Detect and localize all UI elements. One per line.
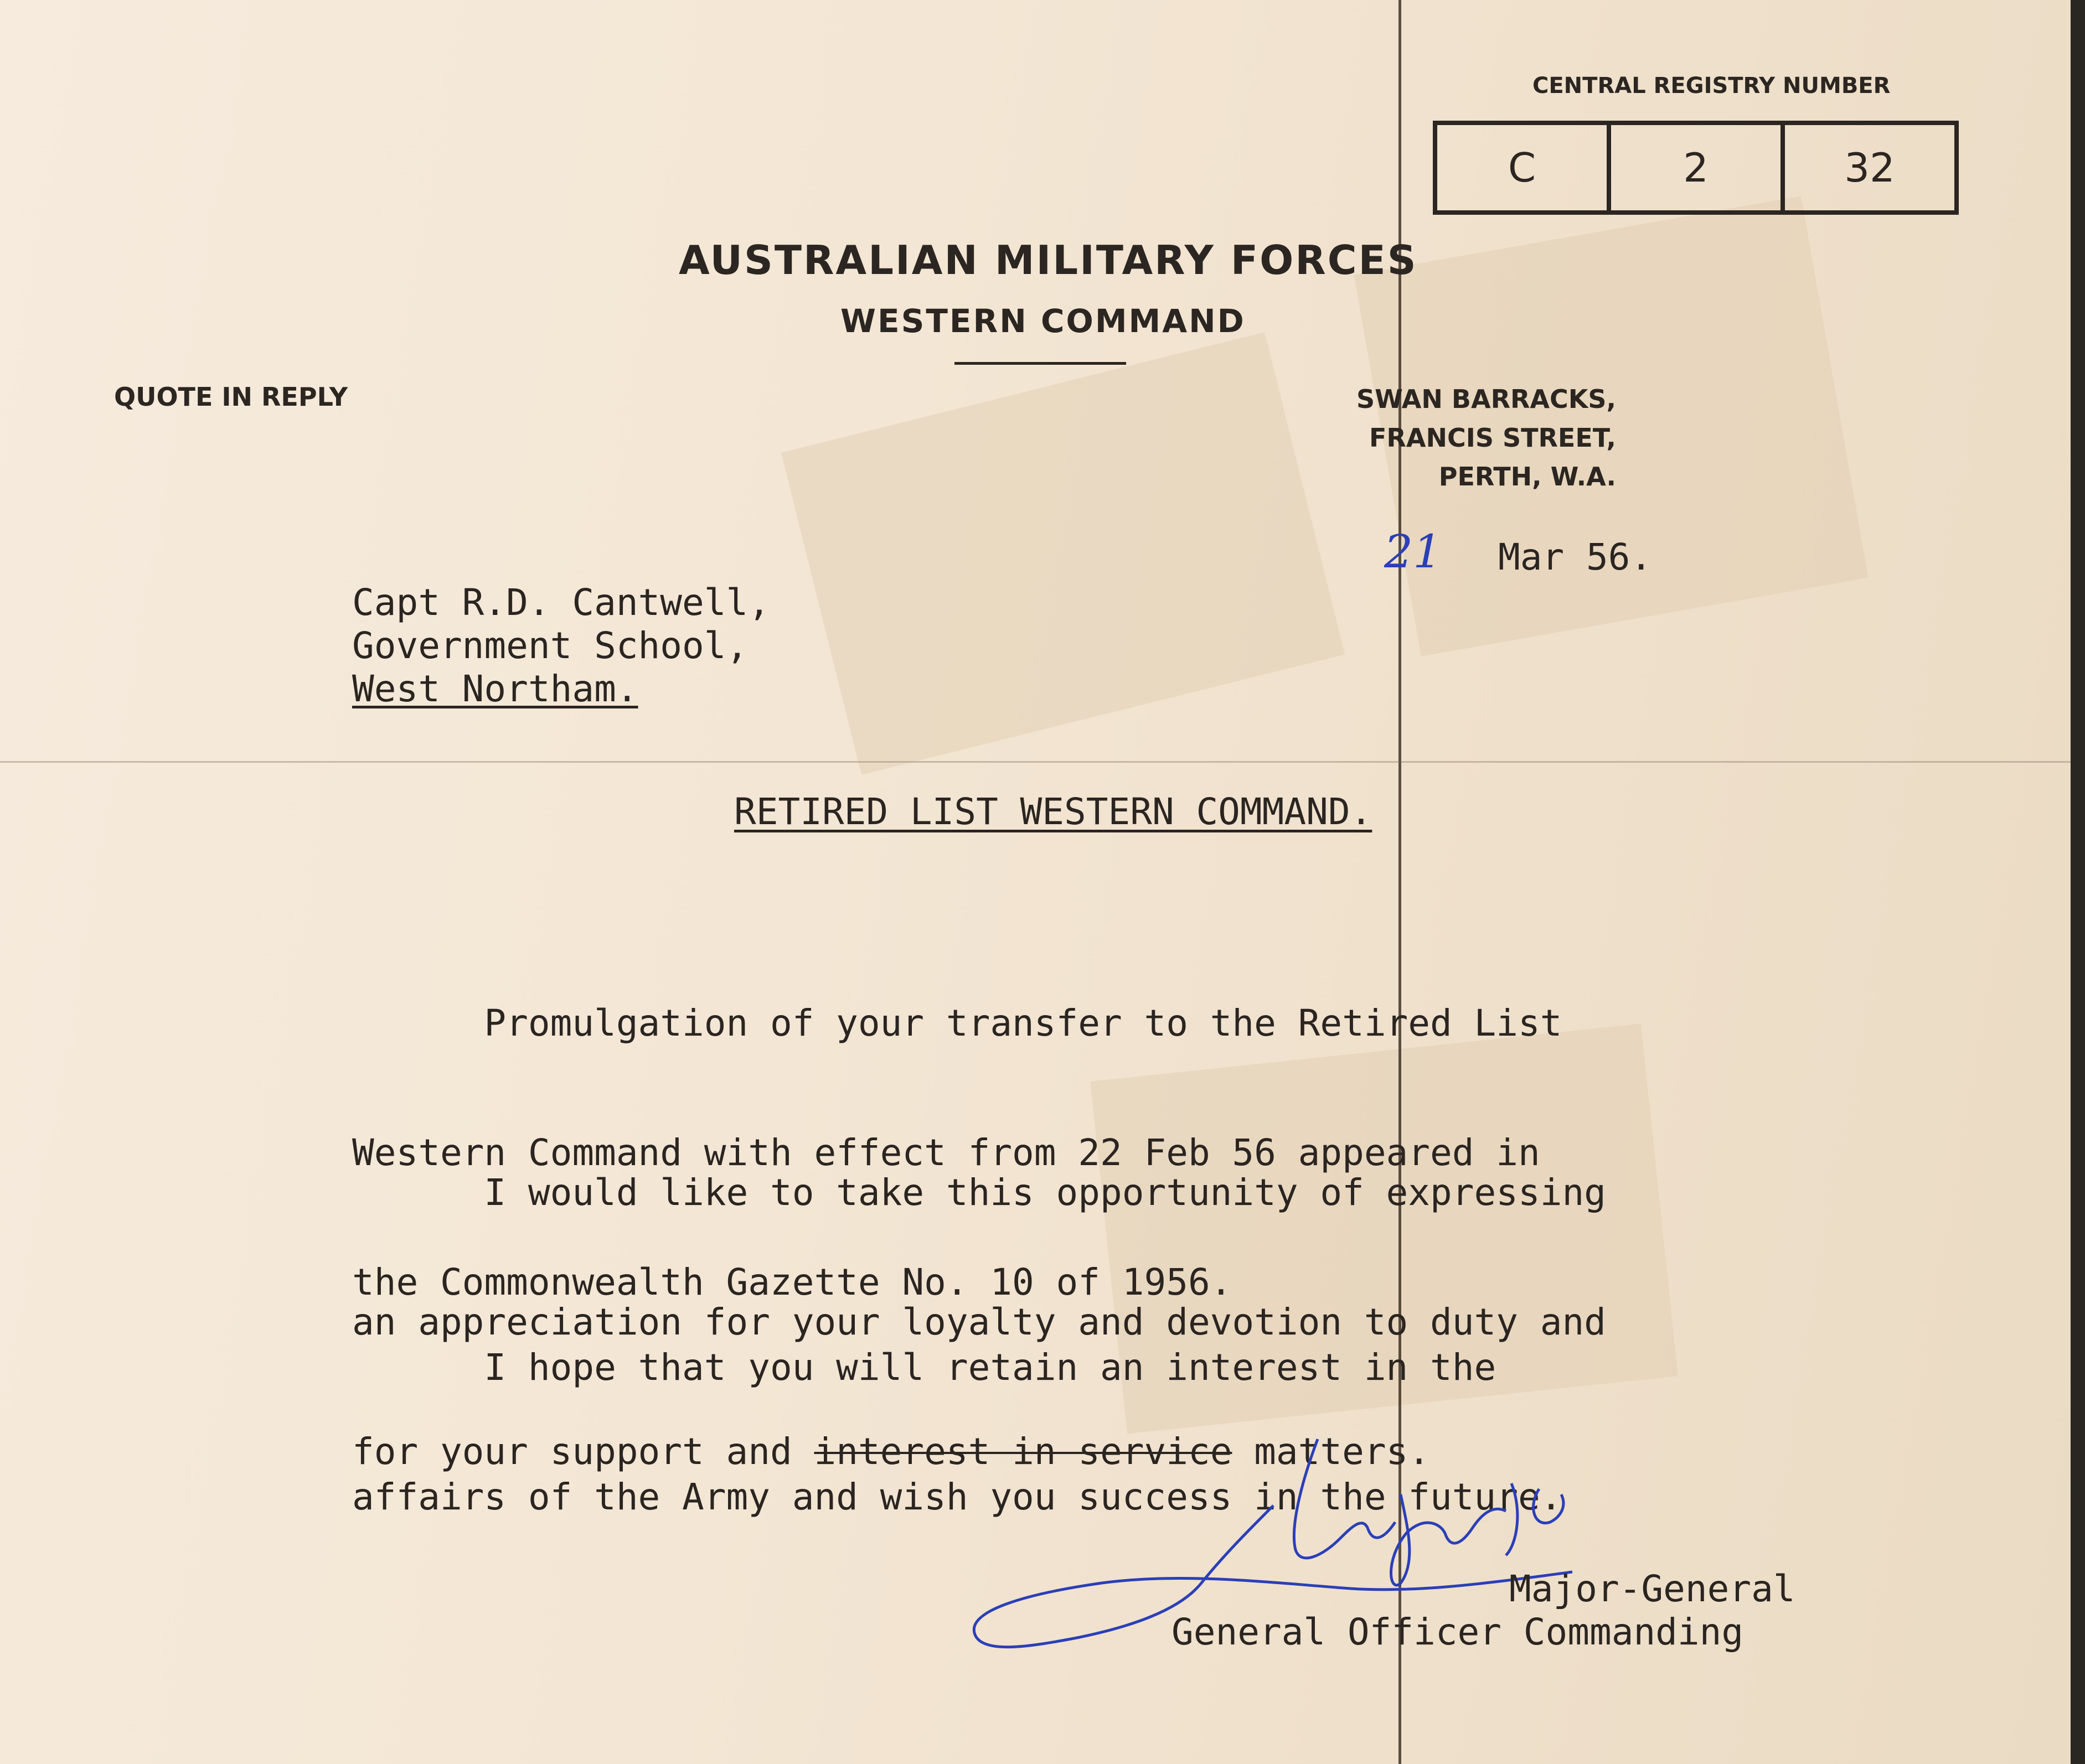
command-title: WESTERN COMMAND bbox=[840, 302, 1246, 340]
recipient-address bbox=[352, 581, 770, 711]
body-line: Western Command with effect from 22 Feb 56 appeared in bbox=[352, 1131, 1540, 1174]
registry-cell: 2 bbox=[1607, 125, 1780, 210]
body-line: I hope that you will retain an interest in the bbox=[352, 1346, 1496, 1389]
recipient-line: West Northam. bbox=[352, 668, 638, 710]
struck-text: interest in service bbox=[814, 1430, 1232, 1473]
date-day-handwritten: 21 bbox=[1384, 526, 1442, 578]
body-line: affairs of the Army and wish you success in the future. bbox=[352, 1476, 1562, 1518]
body-line: an appreciation for your loyalty and devotion to duty and bbox=[352, 1301, 1606, 1343]
fold-crease-horizontal bbox=[0, 761, 2071, 763]
body-text: matters. bbox=[1232, 1430, 1431, 1473]
signatory-title: General Officer Commanding bbox=[1171, 1611, 1744, 1653]
body-line: the Commonwealth Gazette No. 10 of 1956. bbox=[352, 1261, 1232, 1303]
body-text: for your support and bbox=[352, 1430, 814, 1473]
quote-in-reply: QUOTE IN REPLY bbox=[114, 382, 348, 412]
address-line: PERTH, W.A. bbox=[1438, 462, 1617, 492]
date-month-year: Mar 56. bbox=[1498, 536, 1653, 578]
registry-cell: C bbox=[1508, 144, 1536, 191]
organization-title: AUSTRALIAN MILITARY FORCES bbox=[679, 237, 1418, 283]
registry-cell: 32 bbox=[1780, 125, 1954, 210]
body-line: Promulgation of your transfer to the Retired List bbox=[352, 1002, 1562, 1044]
address-line: SWAN BARRACKS, bbox=[1356, 384, 1617, 414]
subject-line: RETIRED LIST WESTERN COMMAND. bbox=[734, 790, 1372, 833]
sender-address bbox=[1356, 380, 1616, 496]
tape-mark bbox=[781, 332, 1345, 775]
signatory-rank: Major-General bbox=[1509, 1568, 1795, 1610]
recipient-line: Government School, bbox=[352, 624, 749, 667]
registry-label: CENTRAL REGISTRY NUMBER bbox=[1532, 73, 1891, 99]
header-rule bbox=[954, 362, 1126, 365]
body-line: I would like to take this opportunity of expressing bbox=[352, 1171, 1606, 1214]
registry-number-box bbox=[1433, 121, 1959, 215]
recipient-line: Capt R.D. Cantwell, bbox=[352, 581, 770, 624]
address-line: FRANCIS STREET, bbox=[1369, 423, 1617, 453]
